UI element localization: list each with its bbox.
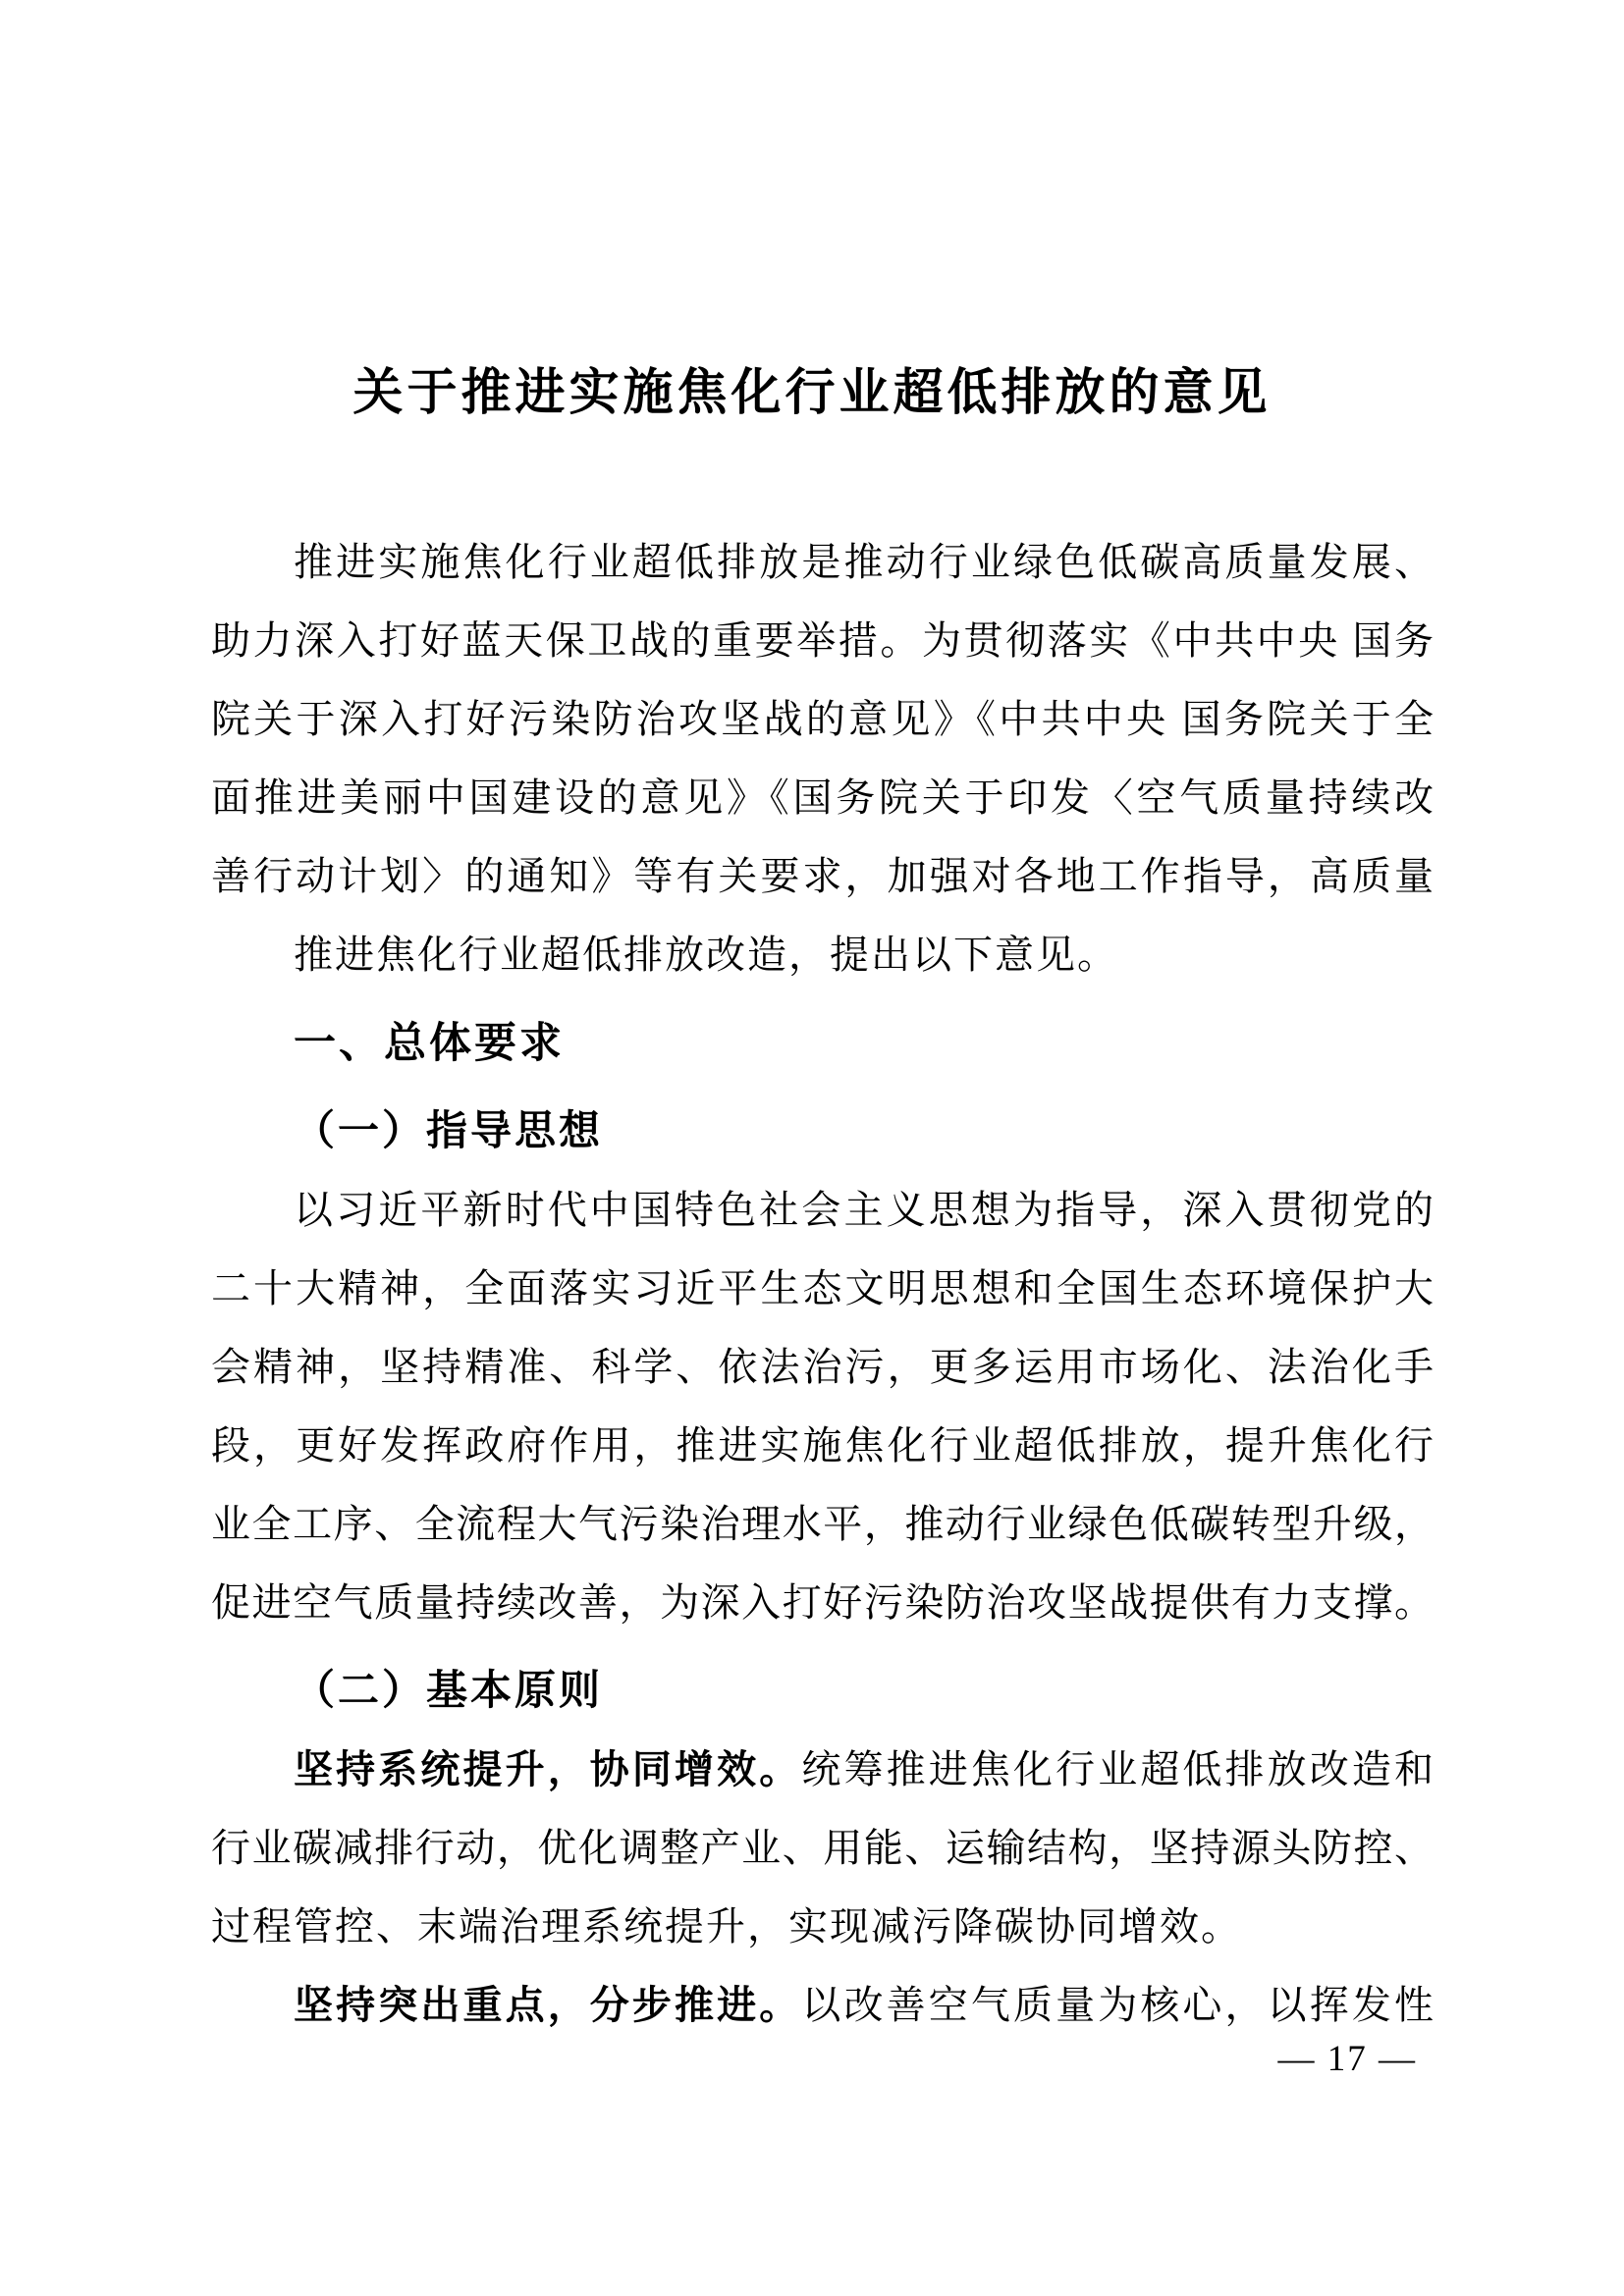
doc-line: 面推进美丽中国建设的意见》《国务院关于印发〈空气质量持续改 — [211, 775, 1434, 820]
page-number: — 17 — — [1277, 2039, 1417, 2079]
doc-line: 推进焦化行业超低排放改造，提出以下意见。 — [294, 933, 1118, 977]
doc-line: 业全工序、全流程大气污染治理水平，推动行业绿色低碳转型升级， — [211, 1502, 1434, 1546]
section-heading: 一、总体要求 — [294, 1020, 565, 1067]
doc-line: 过程管控、末端治理系统提升，实现减污降碳协同增效。 — [211, 1904, 1242, 1949]
subsection-heading: （一）指导思想 — [294, 1109, 604, 1154]
doc-line: 段，更好发挥政府作用，推进实施焦化行业超低排放，提升焦化行 — [211, 1423, 1434, 1468]
document-title: 关于推进实施焦化行业超低排放的意见 — [352, 364, 1272, 420]
doc-line: 推进实施焦化行业超低排放是推动行业绿色低碳高质量发展、 — [294, 540, 1434, 584]
doc-line-text: 统筹推进焦化行业超低排放改造和 — [801, 1747, 1434, 1791]
doc-line: 善行动计划〉的通知》等有关要求，加强对各地工作指导，高质量 — [211, 854, 1434, 898]
doc-line — [211, 1966, 1434, 2045]
doc-line: 助力深入打好蓝天保卫战的重要举措。为贯彻落实《中共中央 国务 — [211, 618, 1434, 663]
document-body — [211, 523, 1434, 2045]
subsection-heading: （二）基本原则 — [294, 1669, 604, 1714]
doc-line-text: 以改善空气质量为核心，以挥发性 — [801, 1983, 1434, 2027]
doc-line — [211, 1731, 1434, 1809]
doc-line: 促进空气质量持续改善，为深入打好污染防治攻坚战提供有力支撑。 — [211, 1580, 1434, 1625]
doc-line: 二十大精神，全面落实习近平生态文明思想和全国生态环境保护大 — [211, 1266, 1434, 1310]
doc-line: 院关于深入打好污染防治攻坚战的意见》《中共中央 国务院关于全 — [211, 697, 1434, 741]
doc-line: 会精神，坚持精准、科学、依法治污，更多运用市场化、法治化手 — [211, 1345, 1434, 1389]
doc-line-bold-lead: 坚持系统提升，协同增效。 — [294, 1748, 802, 1791]
doc-line-bold-lead: 坚持突出重点，分步推进。 — [294, 1984, 802, 2027]
doc-line: 以习近平新时代中国特色社会主义思想为指导，深入贯彻党的 — [294, 1188, 1434, 1232]
doc-line: 行业碳减排行动，优化调整产业、用能、运输结构，坚持源头防控、 — [211, 1826, 1434, 1870]
